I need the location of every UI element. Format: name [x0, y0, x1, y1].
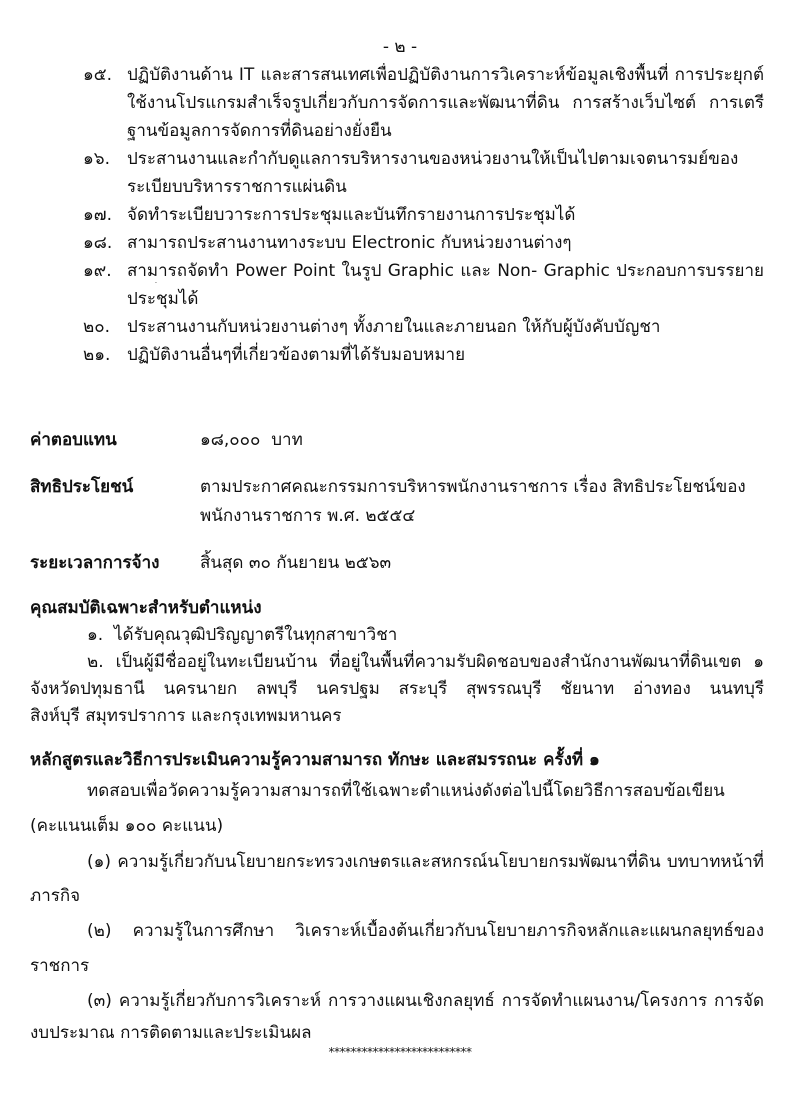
benefits-line: พนักงานราชการ พ.ศ. ๒๕๕๔ [200, 506, 416, 526]
assessment-intro: (คะแนนเต็ม ๑๐๐ คะแนน) [30, 816, 224, 836]
duty-line: จัดทำระเบียบวาระการประชุมและบันทึกรายงานการประชุมได้ [127, 205, 576, 225]
qualification-item: ๒. เป็นผู้มีชื่ออยู่ในทะเบียนบ้าน ที่อยู่ในพื้นที่ความรับผิดชอบของสำนักงานพัฒนาที่ดินเขต ๑ [87, 652, 764, 672]
assessment-item: (๓) ความรู้เกี่ยวกับการวิเคราะห์ การวางแผนเชิงกลยุทธ์ การจัดทำแผนงาน/โครงการ การจัด [87, 991, 764, 1011]
assessment-heading: หลักสูตรและวิธีการประเมินความรู้ความสามารถ ทักษะ และสมรรถนะ ครั้งที่ ๑ [30, 750, 600, 770]
duty-line: สามารถประสานงานทางระบบ Electronic กับหน่วยงานต่างๆ [127, 233, 572, 253]
qualification-item: ๑. ได้รับคุณวุฒิปริญญาตรีในทุกสาขาวิชา [87, 625, 398, 645]
assessment-intro: ทดสอบเพื่อวัดความรู้ความสามารถที่ใช้เฉพาะตำแหน่งดังต่อไปนี้โดยวิธีการสอบข้อเขียน [87, 781, 725, 801]
duty-number: ๒๐. [83, 317, 110, 337]
duty-line: ประชุมได้ [127, 289, 199, 309]
duty-line: ระเบียบบริหารราชการแผ่นดิน [127, 177, 347, 197]
duty-number: ๑๘. [83, 233, 113, 253]
qualification-item: สิงห์บุรี สมุทรปราการ และกรุงเทพมหานคร [30, 706, 342, 726]
duty-line: ปฏิบัติงานอื่นๆที่เกี่ยวข้องตามที่ได้รับมอบหมาย [127, 345, 466, 365]
assessment-item: (๒) ความรู้ในการศึกษา วิเคราะห์เบื้องต้นเกี่ยวกับนโยบายภารกิจหลักและแผนกลยุทธ์ของ [87, 921, 764, 941]
employment-period-value: สิ้นสุด ๓๐ กันยายน ๒๕๖๓ [200, 553, 392, 573]
duty-number: ๑๕. [83, 65, 113, 85]
duty-line: สามารถจัดทำ Power Point ในรูป Graphic และ Non- Graphic ประกอบการบรรยาย [127, 261, 764, 281]
benefits-label: สิทธิประโยชน์ [30, 477, 134, 497]
duty-line: ประสานงานและกำกับดูแลการบริหารงานของหน่วยงานให้เป็นไปตามเจตนารมย์ของ [127, 149, 739, 169]
benefits-line: ตามประกาศคณะกรรมการบริหารพนักงานราชการ เรื่อง สิทธิประโยชน์ของ [200, 477, 746, 497]
page-number: - ๒ - [382, 37, 418, 57]
employment-period-label: ระยะเวลาการจ้าง [30, 553, 160, 573]
duty-number: ๑๙. [83, 261, 112, 281]
duty-number: ๒๑. [83, 345, 111, 365]
compensation-label: ค่าตอบแทน [30, 430, 117, 450]
qualification-item: จังหวัดปทุมธานี นครนายก ลพบุรี นครปฐม สระบุรี สุพรรณบุรี ชัยนาท อ่างทอง นนทบุรี [30, 679, 764, 699]
assessment-item: ราชการ [30, 956, 90, 976]
end-marker: ************************** [328, 1045, 472, 1059]
duty-line: ฐานข้อมูลการจัดการที่ดินอย่างยั่งยืน [127, 121, 392, 141]
assessment-item: (๑) ความรู้เกี่ยวกับนโยบายกระทรวงเกษตรและสหกรณ์นโยบายกรมพัฒนาที่ดิน บทบาทหน้าที่ [87, 852, 764, 872]
duty-line: ประสานงานกับหน่วยงานต่างๆ ทั้งภายในและภายนอก ให้กับผู้บังคับบัญชา [127, 317, 661, 337]
qualifications-heading: คุณสมบัติเฉพาะสำหรับตำแหน่ง [30, 598, 262, 618]
compensation-value: ๑๘,๐๐๐ บาท [200, 430, 303, 450]
duty-number: ๑๗. [83, 205, 112, 225]
assessment-item: ภารกิจ [30, 886, 81, 906]
duty-line: ปฏิบัติงานด้าน IT และสารสนเทศเพื่อปฏิบัติงานการวิเคราะห์ข้อมูลเชิงพื้นที่ การประยุกต์ [127, 65, 764, 85]
assessment-item: งบประมาณ การติดตามและประเมินผล [30, 1023, 312, 1043]
duty-number: ๑๖. [83, 149, 110, 169]
duty-line: ใช้งานโปรแกรมสำเร็จรูปเกี่ยวกับการจัดการและพัฒนาที่ดิน การสร้างเว็บไซต์ การเตรี [127, 93, 764, 113]
